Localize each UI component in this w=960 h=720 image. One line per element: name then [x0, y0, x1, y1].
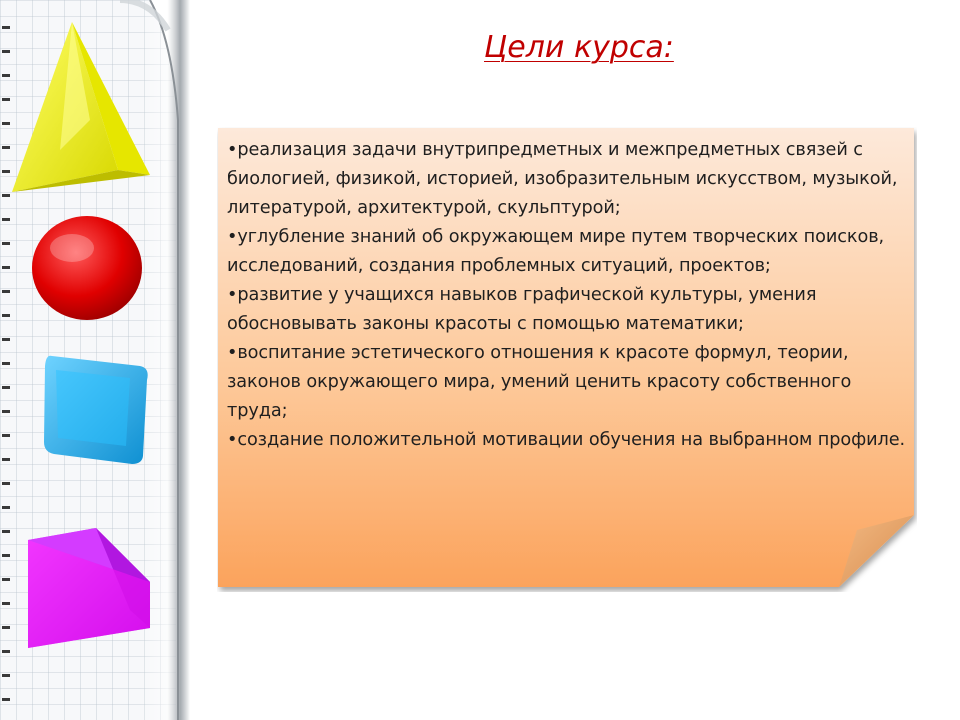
content-note [217, 127, 917, 592]
goal-item: •реализация задачи внутрипредметных и межпредметных связей с биологией, физикой, историей, изобразительным искусством, музыкой, литературой, архитектурой, скульптурой; [227, 140, 898, 218]
square-icon [44, 356, 148, 464]
goal-item: •развитие у учащихся навыков графической культуры, умения обосновывать законы красоты с помощью математики; [227, 285, 817, 334]
graph-paper-strip [0, 0, 190, 720]
slide-title: Цели курса: [484, 30, 674, 65]
goals-list [227, 136, 907, 455]
goal-item: •создание положительной мотивации обучения на выбранном профиле. [227, 430, 906, 450]
goal-item: •воспитание эстетического отношения к красоте формул, теории, законов окружающего мира, умений ценить красоту собственного труда; [227, 343, 852, 421]
circle-icon [32, 216, 142, 320]
goal-item: •углубление знаний об окружающем мире путем творческих поисков, исследований, создания проблемных ситуаций, проектов; [227, 227, 885, 276]
